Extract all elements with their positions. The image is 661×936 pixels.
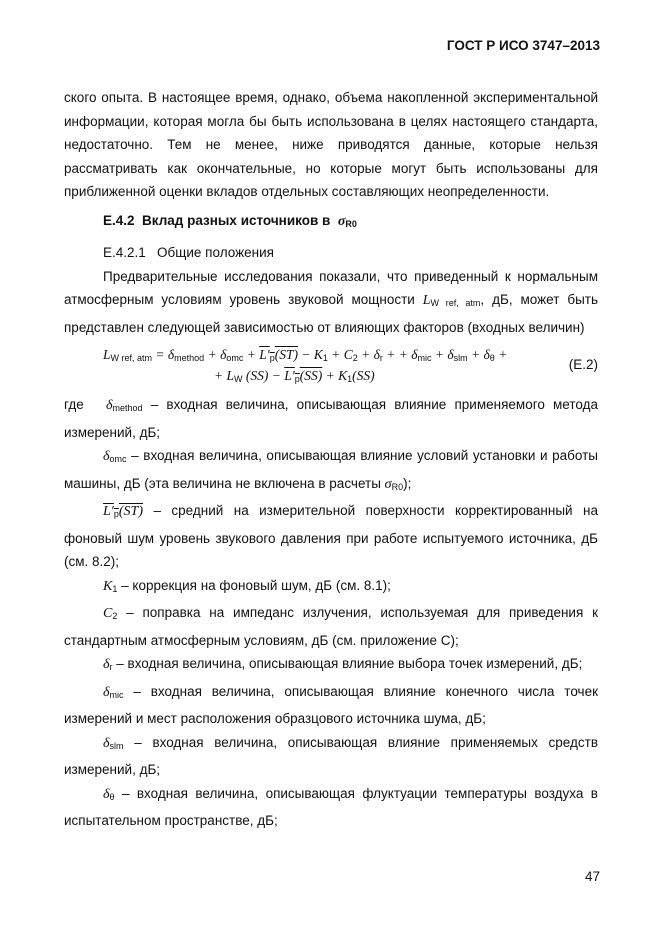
definition-omc: δomc – входная величина, описывающая влияние условий установки и работы машины, дБ (эта величина не включена в расчеты σR0); bbox=[64, 448, 598, 492]
page-body bbox=[64, 86, 598, 833]
subsection-heading bbox=[64, 241, 598, 265]
page-number: 47 bbox=[584, 869, 600, 884]
document-header: ГОСТ Р ИСО 3747–2013 bbox=[446, 38, 600, 53]
section-number: Е.4.2 bbox=[103, 212, 135, 228]
definition-k1: K1 – коррекция на фоновый шум, дБ (см. 8.1); bbox=[103, 577, 391, 594]
equation-e2 bbox=[64, 345, 598, 389]
equation-line-2: + LW (SS) − L′p(SS) + K1(SS) bbox=[214, 368, 375, 384]
definition-r: δr – входная величина, описывающая влияние выбора точек измерений, дБ; bbox=[103, 656, 583, 672]
subsection-title: Общие положения bbox=[157, 245, 274, 260]
symbol-lw-ref-atm: LW ref, atm bbox=[422, 293, 481, 308]
paragraph: Предварительные исследования показали, что приведенный к нормальным атмосферным условиям уровень звуковой мощности LW ref, atm, дБ, может быть представлен следующей зависимостью от влияющих факторов (входных величин) bbox=[64, 268, 598, 335]
paragraph: ского опыта. В настоящее время, однако, объема накопленной экспериментальной информации, которая могла бы быть использована в целях настоящего стандарта, недостаточно. Тем не менее, ниже приводятся данные, которые нельзя рассматривать как окончательные, но которые могут быть использованы для приближенной оценки вкладов отдельных составляющих неопределенности. bbox=[64, 90, 598, 199]
definition-lp: L′p(ST) – средний на измерительной поверхности корректированный на фоновый шум уровень звукового давления при работе испытуемого источника, дБ (см. 8.2); bbox=[64, 503, 598, 569]
definition-mic: δmic – входная величина, описывающая влияние конечного числа точек измерений и мест расположения образцового источника шума, дБ; bbox=[64, 683, 598, 726]
definition-slm: δslm – входная величина, описывающая влияние применяемых средств измерений, дБ; bbox=[64, 734, 598, 777]
definition-theta: δθ – входная величина, описывающая флуктуации температуры воздуха в испытательном пространстве, дБ; bbox=[64, 785, 598, 828]
section-symbol: σR0 bbox=[337, 213, 357, 229]
section-title: Вклад разных источников в bbox=[142, 212, 331, 228]
definition-c2: C2 – поправка на импеданс излучения, используемая для приведения к стандартным атмосферным условиям, дБ (см. приложение С); bbox=[64, 605, 598, 648]
equation-line-1: LW ref, atm = δmethod + δomc + L′p(ST) − K1 + C2 + δr + + δmic + δslm + δθ + bbox=[103, 347, 508, 363]
section-heading bbox=[64, 209, 598, 237]
equation-number: (Е.2) bbox=[568, 357, 598, 372]
subsection-number: Е.4.2.1 bbox=[103, 245, 146, 260]
definition-method: где δmethod – входная величина, описывающая влияние применяемого метода измерений, дБ; bbox=[64, 397, 598, 440]
